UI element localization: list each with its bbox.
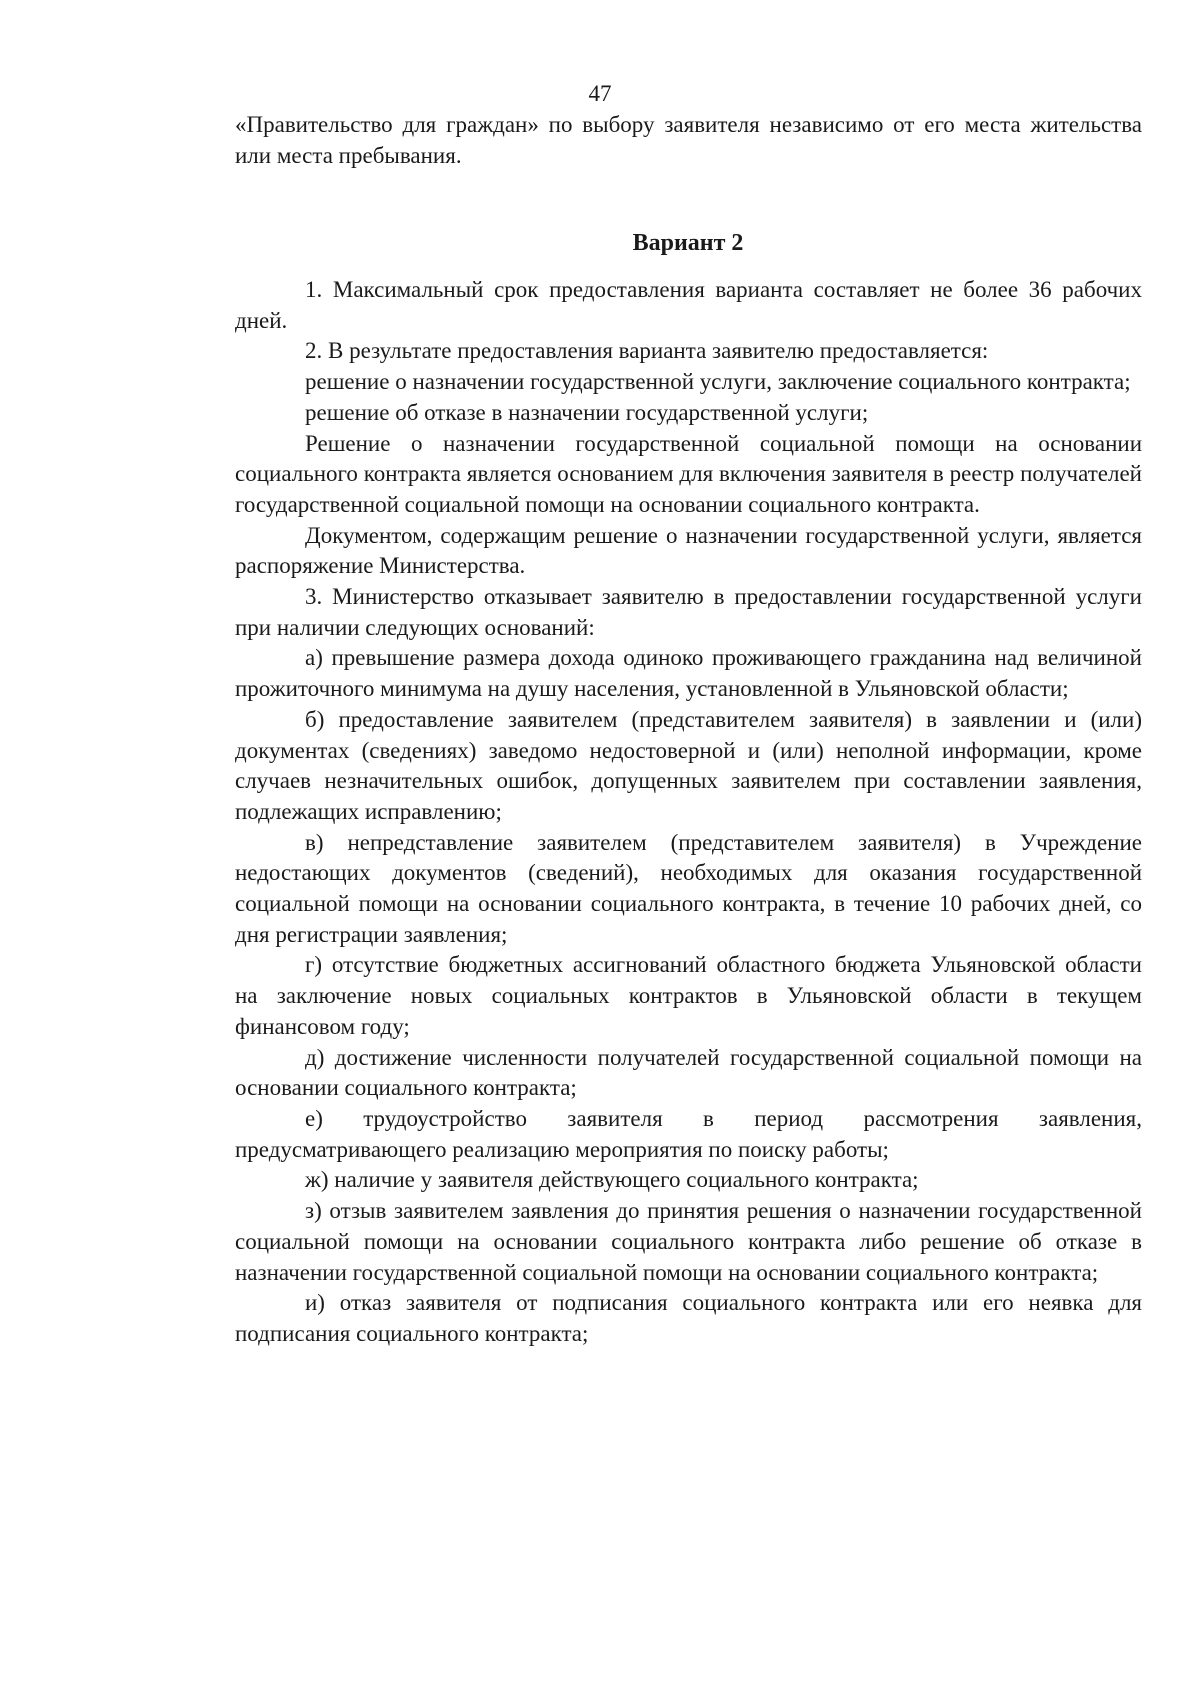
section-heading: Вариант 2 [632,230,744,256]
paragraph-1: 1. Максимальный срок предоставления варианта составляет не более 36 рабочих дней. [235,277,1142,333]
paragraph-10: в) непредставление заявителем (представителем заявителя) в Учреждение недостающих документов (сведений), необходимых для оказания государственной социальной помощи на основании социального контракта, в течение 10 рабочих дней, со дня регистрации заявления; [235,829,1142,947]
paragraph-7: 3. Министерство отказывает заявителю в предоставлении государственной услуги при наличии следующих оснований: [235,584,1142,640]
paragraph-5: Решение о назначении государственной социальной помощи на основании социального контракта является основанием для включения заявителя в реестр получателей государственной социальной помощи на основании социального контракта. [235,430,1142,517]
paragraph-15: з) отзыв заявителем заявления до принятия решения о назначении государственной социальной помощи на основании социального контракта либо решение об отказе в назначении государственной социальной помощи на основании социального контракта; [235,1198,1142,1285]
paragraph-12: д) достижение численности получателей государственной социальной помощи на основании социального контракта; [235,1044,1142,1101]
paragraph-9: б) предоставление заявителем (представителем заявителя) в заявлении и (или) документах (сведениях) заведомо недостоверной и (или) неполной информации, кроме случаев незначительных ошибок, допущенных заявителем при составлении заявления, подлежащих исправлению; [235,706,1142,824]
paragraph-4: решение об отказе в назначении государственной услуги; [305,399,869,425]
intro-block [235,110,1142,171]
page-number: 47 [588,81,612,106]
paragraph-11: г) отсутствие бюджетных ассигнований областного бюджета Ульяновской области на заключение новых социальных контрактов в Ульяновской области в текущем финансовом году; [235,952,1142,1039]
paragraph-14: ж) наличие у заявителя действующего социального контракта; [305,1167,919,1193]
paragraph-13: е) трудоустройство заявителя в период рассмотрения заявления, предусматривающего реализацию мероприятия по поиску работы; [235,1105,1142,1162]
body-text [235,275,1142,1350]
intro-paragraph: «Правительство для граждан» по выбору заявителя независимо от его места жительства или места пребывания. [235,112,1142,168]
paragraph-6: Документом, содержащим решение о назначении государственной услуги, является распоряжение Министерства. [235,522,1142,579]
paragraph-3: решение о назначении государственной услуги, заключение социального контракта; [305,369,1131,395]
paragraph-2: 2. В результате предоставления варианта заявителю предоставляется: [305,338,989,364]
paragraph-16: и) отказ заявителя от подписания социального контракта или его неявка для подписания социального контракта; [235,1290,1142,1346]
paragraph-8: а) превышение размера дохода одиноко проживающего гражданина над величиной прожиточного минимума на душу населения, установленной в Ульяновской области; [235,645,1142,702]
